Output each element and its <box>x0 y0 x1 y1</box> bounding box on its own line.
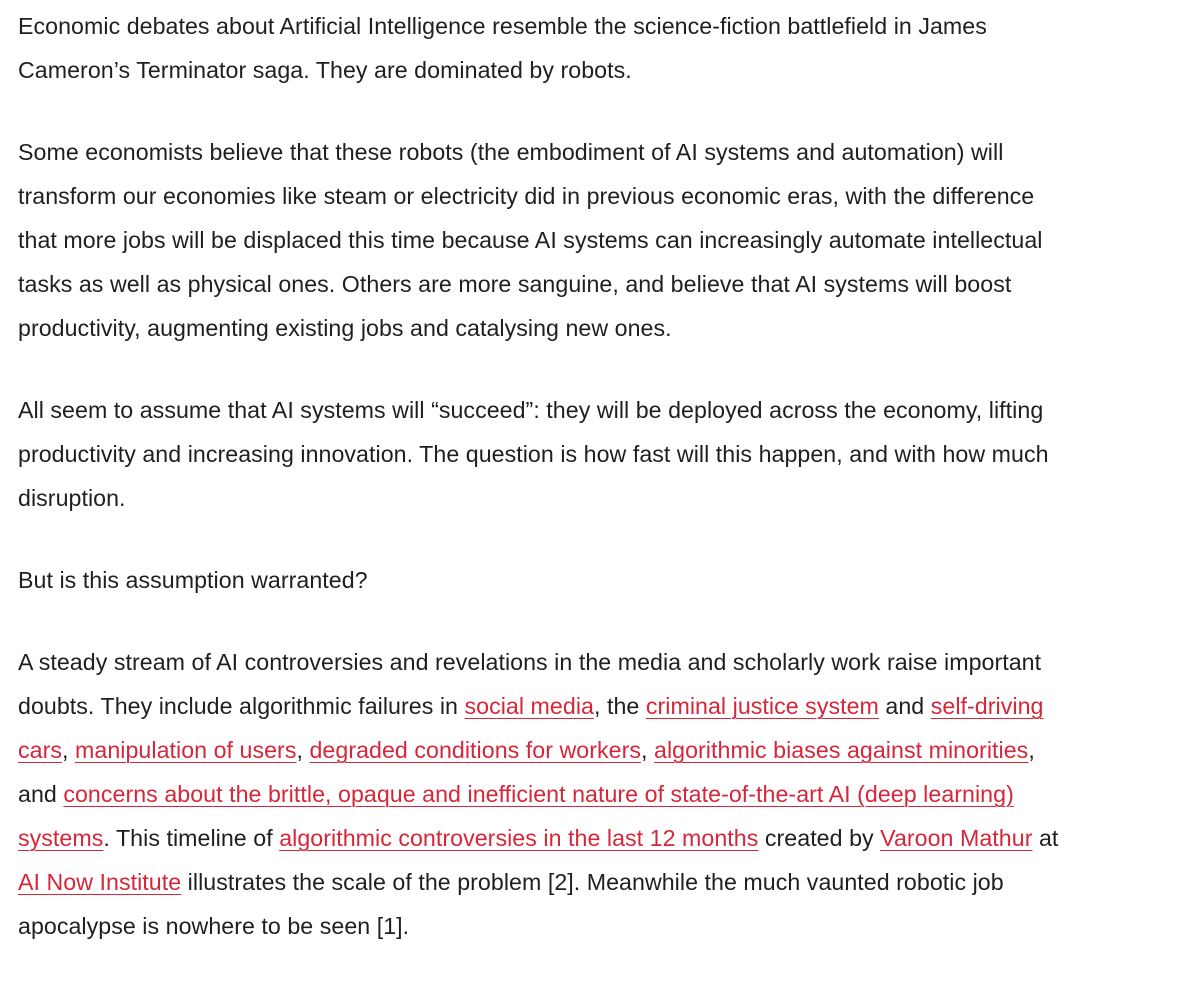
paragraph-5 <box>18 640 1190 948</box>
link-concerns-deep-learning[interactable]: systems <box>18 825 104 851</box>
link-algorithmic-biases[interactable]: algorithmic biases against minorities <box>654 737 1029 763</box>
text-segment: . This timeline of <box>103 825 280 851</box>
text-segment: , <box>641 737 654 763</box>
text-line <box>18 816 1190 860</box>
text-line: Economic debates about Artificial Intelligence resemble the science-fiction battlefield in James <box>18 13 987 39</box>
text-segment: and <box>18 781 64 807</box>
text-segment: , <box>296 737 310 763</box>
link-self-driving-cars[interactable]: self-driving <box>930 693 1044 719</box>
text-segment: , <box>1028 737 1035 763</box>
text-line: productivity and increasing innovation. The question is how fast will this happen, and with how much <box>18 441 1049 467</box>
link-self-driving-cars[interactable]: cars <box>18 737 63 763</box>
article-body <box>18 4 1190 986</box>
text-line: productivity, augmenting existing jobs and catalysing new ones. <box>18 315 672 341</box>
link-concerns-deep-learning[interactable]: concerns about the brittle, opaque and inefficient nature of state-of-the-art AI (deep learning) <box>63 781 1014 807</box>
text-line: disruption. <box>18 485 126 511</box>
link-manipulation-of-users[interactable]: manipulation of users <box>75 737 297 763</box>
paragraph-2 <box>18 130 1190 350</box>
link-ai-now-institute[interactable]: AI Now Institute <box>18 869 182 895</box>
text-line: Some economists believe that these robots (the embodiment of AI systems and automation) will <box>18 139 1004 165</box>
text-line: apocalypse is nowhere to be seen [1]. <box>18 913 410 939</box>
text-line <box>18 772 1190 816</box>
paragraph-4 <box>18 558 1190 602</box>
paragraph-1 <box>18 4 1190 92</box>
link-algorithmic-controversies-timeline[interactable]: algorithmic controversies in the last 12 months <box>279 825 759 851</box>
link-degraded-conditions[interactable]: degraded conditions for workers <box>309 737 641 763</box>
text-line <box>18 684 1190 728</box>
text-segment: illustrates the scale of the problem [2]. Meanwhile the much vaunted robotic job <box>181 869 1004 895</box>
paragraph-3 <box>18 388 1190 520</box>
text-line: Cameron’s Terminator saga. They are dominated by robots. <box>18 57 632 83</box>
text-line: transform our economies like steam or electricity did in previous economic eras, with the difference <box>18 183 1035 209</box>
text-line: But is this assumption warranted? <box>18 567 368 593</box>
text-line <box>18 860 1190 904</box>
text-segment: doubts. They include algorithmic failures in <box>18 693 465 719</box>
text-segment: , <box>62 737 76 763</box>
link-varoon-mathur[interactable]: Varoon Mathur <box>880 825 1033 851</box>
link-social-media[interactable]: social media <box>464 693 594 719</box>
text-line <box>18 728 1190 772</box>
text-line: that more jobs will be displaced this time because AI systems can increasingly automate intellectual <box>18 227 1043 253</box>
text-line: All seem to assume that AI systems will “succeed”: they will be deployed across the economy, lifting <box>18 397 1044 423</box>
text-segment: , the <box>593 693 646 719</box>
text-line: A steady stream of AI controversies and revelations in the media and scholarly work raise important <box>18 649 1042 675</box>
text-segment: created by <box>758 825 881 851</box>
text-segment: at <box>1032 825 1059 851</box>
text-segment: and <box>878 693 931 719</box>
link-criminal-justice-system[interactable]: criminal justice system <box>645 693 879 719</box>
text-line: tasks as well as physical ones. Others are more sanguine, and believe that AI systems will boost <box>18 271 1012 297</box>
